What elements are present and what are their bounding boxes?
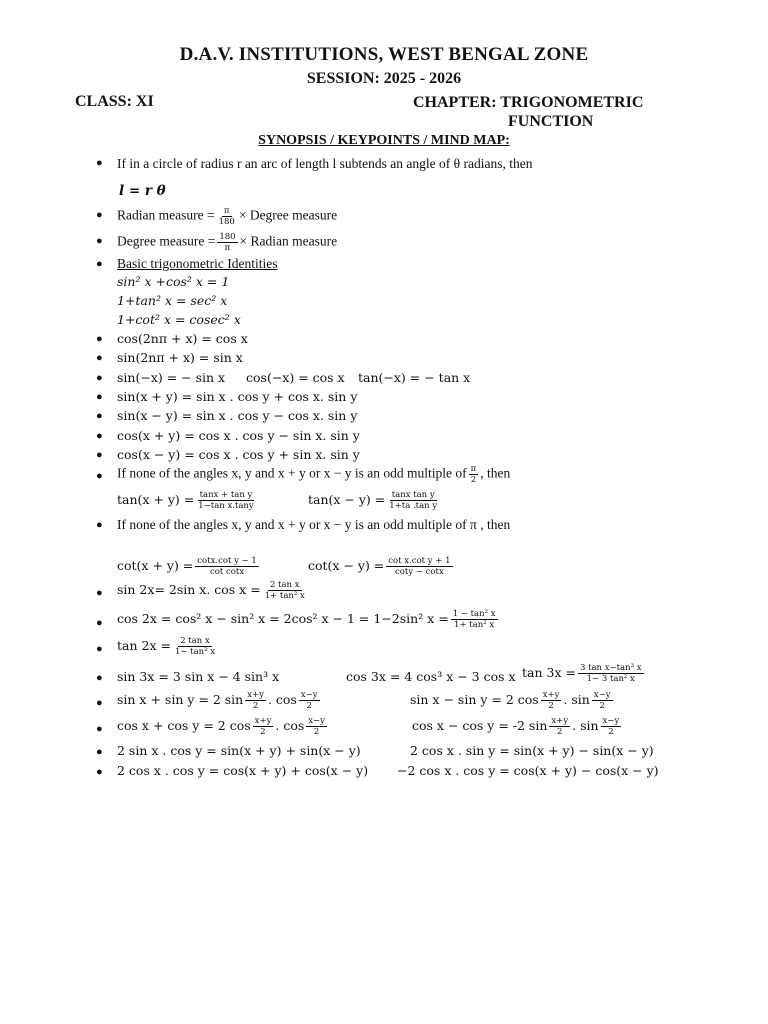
fraction: [195, 556, 259, 577]
cos-2x-text: cos 2x = cos² x − sin² x = 2cos² x − 1 = 1−2sin² x =: [117, 611, 449, 626]
numerator: x−y: [300, 690, 318, 700]
numerator: tanx tan y: [391, 490, 435, 500]
bullet: ●: [96, 430, 103, 442]
product-formula-3: 2 cos x . cos y = cos(x + y) + cos(x − y): [117, 763, 369, 778]
denominator: 1− tan² x: [174, 647, 216, 657]
bullet: ●: [96, 235, 103, 247]
bullet: ●: [96, 672, 103, 684]
product-formula-1: 2 sin x . cos y = sin(x + y) + sin(x − y): [117, 743, 361, 758]
cos-2x-formula: [117, 609, 500, 630]
bullet: ●: [96, 157, 103, 169]
fraction: [245, 690, 266, 711]
denominator: 2: [557, 727, 563, 737]
denominator: 1+ tan² x: [454, 620, 495, 630]
numerator: tanx + tan y: [199, 490, 253, 500]
bullet: ●: [96, 372, 103, 384]
fraction: [549, 716, 570, 737]
numerator: 2 tan x: [180, 636, 210, 646]
sin-plus-sin-formula: [117, 690, 322, 711]
text: . cos: [275, 718, 305, 733]
fraction: [217, 232, 237, 253]
numerator: π: [470, 464, 477, 474]
bullet: ●: [96, 519, 103, 531]
formula-cos-neg: cos(−x) = cos x: [246, 370, 345, 385]
numerator: 3 tan x−tan³ x: [579, 663, 642, 673]
fraction: [541, 690, 562, 711]
denominator: 1+ tan² x: [264, 591, 305, 601]
denominator: 2: [260, 727, 266, 737]
numerator: 2 tan x: [269, 580, 300, 590]
numerator: x−y: [602, 716, 620, 726]
cos-plus-cos-formula: [117, 716, 329, 737]
bullet: ●: [96, 617, 103, 629]
denominator: 180: [218, 217, 235, 227]
cos-3x-formula: cos 3x = 4 cos³ x − 3 cos x: [346, 669, 516, 684]
text: sin x + sin y = 2 sin: [117, 692, 244, 707]
tan-sum-formula: [117, 490, 258, 511]
denominator: 1−tan x.tany: [198, 501, 254, 511]
bullet: ●: [96, 746, 103, 758]
denominator: 2: [306, 701, 312, 711]
text: . sin: [572, 718, 599, 733]
tan-diff-lhs: tan(x − y) =: [308, 492, 386, 507]
tan-3x-formula: [522, 663, 646, 684]
denominator: cot cotx: [210, 567, 245, 577]
numerator: 1 − tan² x: [452, 609, 496, 619]
sin-2x-formula: [117, 580, 309, 601]
tan-diff-formula: [308, 490, 441, 511]
denominator: 2: [599, 701, 605, 711]
numerator: 180: [219, 232, 236, 242]
radian-text-b: × Degree measure: [238, 207, 338, 223]
fraction: [306, 716, 327, 737]
formula-cos-sum: cos(x + y) = cos x . cos y − sin x. sin y: [117, 428, 360, 443]
numerator: x−y: [308, 716, 325, 726]
numerator: cot x.cot y + 1: [388, 556, 451, 566]
fraction: [217, 206, 237, 227]
formula-sin-neg: sin(−x) = − sin x: [117, 370, 226, 385]
denominator: coty − cotx: [395, 567, 444, 577]
denominator: 1+ta .tan y: [389, 501, 438, 511]
identities-title: Basic trigonometric Identities: [117, 256, 278, 271]
arc-statement: If in a circle of radius r an arc of length l subtends an angle of θ radians, then: [117, 156, 533, 171]
product-formula-2: 2 cos x . sin y = sin(x + y) − sin(x − y): [410, 743, 654, 758]
formula-sin-sum: sin(x + y) = sin x . cos y + cos x. sin y: [117, 389, 358, 404]
identity-3: 1+cot² x = cosec² x: [117, 312, 241, 327]
odd-multiple-statement-2: If none of the angles x, y and x + y or x − y is an odd multiple of π , then: [117, 517, 511, 532]
bullet: ●: [96, 333, 103, 345]
numerator: x+y: [542, 690, 560, 700]
chapter-label: [413, 93, 643, 131]
cot-sum-lhs: cot(x + y) =: [117, 558, 194, 573]
fraction: [173, 636, 217, 657]
numerator: x+y: [551, 716, 569, 726]
bullet: ●: [96, 587, 103, 599]
odd-multiple-statement-1: [117, 464, 510, 485]
formula-cos-period: cos(2nπ + x) = cos x: [117, 331, 248, 346]
fraction: [601, 716, 622, 737]
tan-2x-formula: [117, 636, 219, 657]
arc-formula: l = r θ: [119, 183, 166, 199]
bullet: ●: [96, 643, 103, 655]
bullet: ●: [96, 723, 103, 735]
chapter-line-2: FUNCTION: [508, 113, 594, 130]
degree-measure: [117, 232, 337, 253]
fraction: [253, 716, 274, 737]
radian-measure: [117, 206, 337, 227]
odd-text-b: , then: [480, 465, 511, 481]
fraction: [263, 580, 307, 601]
session-title: SESSION: 2025 - 2026: [306, 70, 462, 87]
tan-sum-lhs: tan(x + y) =: [117, 492, 195, 507]
fraction: [387, 490, 439, 511]
text: . cos: [267, 692, 297, 707]
cos-minus-cos-formula: [412, 716, 623, 737]
denominator: 2: [313, 727, 320, 737]
chapter-line-1: CHAPTER: TRIGONOMETRIC: [413, 94, 644, 111]
text: . sin: [563, 692, 590, 707]
cot-diff-lhs: cot(x − y) =: [308, 558, 385, 573]
radian-text: Radian measure =: [117, 207, 215, 223]
denominator: 2: [252, 701, 259, 711]
denominator: 2: [608, 727, 614, 737]
numerator: x+y: [247, 690, 264, 700]
bullet: ●: [96, 391, 103, 403]
sin-2x-text: sin 2x= 2sin x. cos x =: [117, 582, 261, 597]
bullet: ●: [96, 258, 103, 270]
denominator: 1− 3 tan² x: [586, 674, 635, 684]
fraction: [299, 690, 320, 711]
fraction: [196, 490, 255, 511]
fraction: [578, 663, 644, 684]
text: cos x − cos y = -2 sin: [412, 718, 548, 733]
text: sin x − sin y = 2 cos: [410, 692, 539, 707]
identity-2: 1+tan² x = sec² x: [117, 293, 228, 308]
bullet: ●: [96, 449, 103, 461]
degree-text: Degree measure =: [117, 233, 216, 249]
sin-minus-sin-formula: [410, 690, 615, 711]
formula-cos-diff: cos(x − y) = cos x . cos y + sin x. sin y: [117, 447, 360, 462]
identity-1: sin² x +cos² x = 1: [117, 274, 230, 289]
degree-text-b: × Radian measure: [239, 233, 338, 249]
bullet: ●: [96, 410, 103, 422]
numerator: cotx.cot y − 1: [197, 556, 257, 566]
sin-3x-formula: sin 3x = 3 sin x − 4 sin³ x: [117, 669, 280, 684]
fraction: [592, 690, 613, 711]
fraction: [451, 609, 498, 630]
bullet: ●: [96, 697, 103, 709]
formula-tan-neg: tan(−x) = − tan x: [358, 370, 471, 385]
institution-title: D.A.V. INSTITUTIONS, WEST BENGAL ZONE: [179, 44, 589, 65]
synopsis-heading: SYNOPSIS / KEYPOINTS / MIND MAP:: [258, 133, 510, 148]
denominator: 2: [548, 701, 554, 711]
tan-2x-text: tan 2x =: [117, 638, 171, 653]
numerator: x−y: [593, 690, 611, 700]
denominator: 2: [470, 475, 477, 485]
text: cos x + cos y = 2 cos: [117, 718, 251, 733]
fraction: [469, 464, 479, 485]
fraction: [386, 556, 452, 577]
numerator: π: [223, 206, 230, 216]
bullet: ●: [96, 352, 103, 364]
numerator: x+y: [254, 716, 272, 726]
cot-sum-formula: [117, 556, 261, 577]
formula-sin-period: sin(2nπ + x) = sin x: [117, 350, 243, 365]
cot-diff-formula: [308, 556, 455, 577]
formula-sin-diff: sin(x − y) = sin x . cos y − cos x. sin y: [117, 408, 358, 423]
product-formula-4: −2 cos x . cos y = cos(x + y) − cos(x − y): [397, 763, 659, 778]
bullet: ●: [96, 470, 103, 482]
odd-text: If none of the angles x, y and x + y or x − y is an odd multiple of: [117, 465, 467, 481]
class-label: CLASS: XI: [75, 93, 154, 110]
denominator: π: [224, 243, 231, 253]
bullet: ●: [96, 766, 103, 778]
bullet: ●: [96, 209, 103, 221]
tan-3x-text: tan 3x =: [522, 665, 576, 680]
